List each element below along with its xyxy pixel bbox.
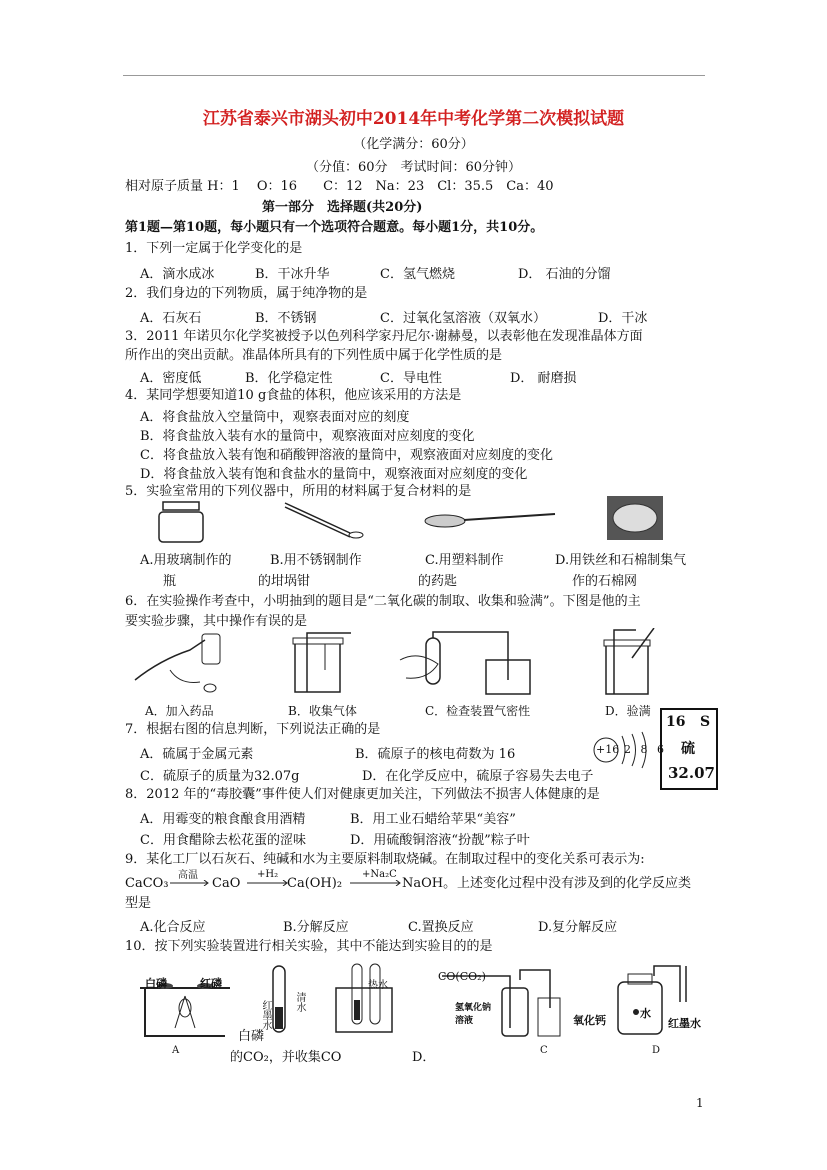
q10-text-fragment-1: 白磷 <box>238 1029 265 1044</box>
atom-nucleus-label: +16 <box>596 743 620 756</box>
q10-label-naoh: 氢氧化钠溶液 <box>455 1003 492 1026</box>
q10-stem: 10．按下列实验装置进行相关实验，其中不能达到实验目的的是 <box>125 939 493 954</box>
q6-stem-cont: 要实验步骤，其中操作有误的是 <box>125 614 308 629</box>
q5-stem: 5．实验室常用的下列仪器中，所用的材料属于复合材料的是 <box>125 484 472 499</box>
q7-option-a: A．硫属于金属元素 <box>140 747 254 762</box>
q8-option-b: B．用工业石蜡给苹果“美容” <box>350 812 516 827</box>
q7-option-b: B．硫原子的核电荷数为 16 <box>355 747 516 762</box>
q2-option-b: B．不锈钢 <box>255 311 317 326</box>
q9-stem-cont: 上述变化过程中没有涉及到的化学反应类 <box>457 876 692 891</box>
airtightness-check-figure <box>398 630 538 698</box>
glass-bottle-figure <box>155 500 215 545</box>
q8-option-c: C．用食醋除去松花蛋的涩味 <box>140 833 306 848</box>
q3-stem: 3．2011 年诺贝尔化学奖被授予以色列科学家丹尼尔·谢赫曼，以表彰他在发现准晶体方面 <box>125 329 643 344</box>
plastic-spoon-figure <box>420 508 560 533</box>
q3-option-c: C．导电性 <box>380 371 442 386</box>
q2-option-c: C．过氧化氢溶液（双氧水） <box>380 311 546 326</box>
element-box <box>660 708 718 790</box>
q10-label-red-ink: 红墨水 <box>260 1000 271 1030</box>
q4-option-a: A．将食盐放入空量筒中，观察表面对应的刻度 <box>140 410 410 425</box>
part-heading: 第一部分 选择题(共20分) <box>262 200 423 215</box>
instructions: 第1题—第10题，每小题只有一个选项符合题意。每小题1分，共10分。 <box>125 220 544 235</box>
subtitle-score: （化学满分：60分） <box>353 137 474 152</box>
q9-cond-high-temp: 高温 <box>178 870 198 881</box>
q5-option-a: A.用玻璃制作的 <box>140 553 232 568</box>
arrow-1 <box>170 880 210 886</box>
atom-shells-label: 2 8 6 <box>624 743 667 756</box>
crucible-tongs-figure <box>280 498 370 543</box>
q8-option-a: A．用霉变的粮食酿食用酒精 <box>140 812 306 827</box>
q9-stem-end: 型是 <box>125 896 152 911</box>
q2-option-d: D．干冰 <box>598 311 648 326</box>
q10-label-clear-water: 清水 <box>294 992 305 1012</box>
q9-cao: CaO <box>212 876 241 891</box>
q4-option-b: B．将食盐放入装有水的量筒中，观察液面对应刻度的变化 <box>140 429 475 444</box>
q6-caption-a: A．加入药品 <box>145 704 214 718</box>
q1-option-b: B．干冰升华 <box>255 267 330 282</box>
q5-option-b: B.用不锈钢制作 <box>270 553 362 568</box>
q9-option-b: B.分解反应 <box>283 920 349 935</box>
q3-option-d: D． 耐磨损 <box>510 371 577 386</box>
q10-label-red-p: 红磷 <box>200 977 222 990</box>
asbestos-net-figure <box>605 494 665 542</box>
q9-cond-h2o: +H₂ <box>257 869 279 880</box>
q6-stem: 6．在实验操作考查中，小明抽到的题目是“二氧化碳的制取、收集和验满”。下图是他的主 <box>125 594 641 609</box>
q7-stem: 7．根据右图的信息判断，下列说法正确的是 <box>125 722 381 737</box>
q1-option-a: A．滴水成冰 <box>140 267 215 282</box>
q10-label-red-ink-d: 红墨水 <box>668 1017 701 1030</box>
q4-option-c: C．将食盐放入装有饱和硝酸钾溶液的量筒中，观察液面对应刻度的变化 <box>140 448 553 463</box>
gas-collection-figure <box>285 630 355 698</box>
element-number: 16 <box>666 714 686 730</box>
gas-full-test-figure <box>598 628 658 698</box>
q9-naoh: NaOH。 <box>402 876 457 891</box>
q8-stem: 8．2012 年的“毒胶囊”事件使人们对健康更加关注，下列做法不损害人体健康的是 <box>125 787 600 802</box>
q1-stem: 1．下列一定属于化学变化的是 <box>125 241 303 256</box>
element-name: 硫 <box>681 741 695 757</box>
q8-option-d: D．用硫酸铜溶液“扮靓”粽子叶 <box>350 833 530 848</box>
page-number: 1 <box>696 1096 704 1110</box>
q10-label-hot-water: 热水 <box>368 980 388 991</box>
top-rule <box>123 75 705 76</box>
q3-option-a: A．密度低 <box>140 371 202 386</box>
q10-label-d: D <box>652 1045 661 1056</box>
arrow-2 <box>247 880 289 886</box>
q10-label-cao: 氧化钙 <box>573 1014 606 1027</box>
q6-caption-c: C．检查装置气密性 <box>425 704 531 718</box>
q3-option-b: B．化学稳定性 <box>245 371 333 386</box>
q5-option-d: D.用铁丝和石棉制集气 <box>555 553 687 568</box>
q2-option-a: A．石灰石 <box>140 311 202 326</box>
q9-option-c: C.置换反应 <box>408 920 474 935</box>
q5-option-b-cont: 的坩埚钳 <box>258 574 311 589</box>
adding-reagent-figure <box>130 630 230 695</box>
element-mass: 32.07 <box>668 764 715 782</box>
q6-caption-b: B．收集气体 <box>288 704 357 718</box>
q5-option-d-cont: 作的石棉网 <box>572 574 638 589</box>
q3-stem-cont: 所作出的突出贡献。准晶体所具有的下列性质中属于化学性质的是 <box>125 348 503 363</box>
q1-option-d: D． 石油的分馏 <box>518 267 611 282</box>
q6-caption-d: D．验满 <box>605 704 651 718</box>
q10-text-fragment-3: D． <box>412 1050 436 1065</box>
q4-stem: 4．某同学想要知道10 g食盐的体积，他应该采用的方法是 <box>125 388 462 403</box>
q5-option-a-cont: 瓶 <box>163 574 177 589</box>
q10-label-white-p: 白磷 <box>145 977 167 990</box>
q10-label-c: C <box>540 1045 548 1056</box>
q10-label-a: A <box>172 1045 180 1056</box>
q9-stem: 9．某化工厂以石灰石、纯碱和水为主要原料制取烧碱。在制取过程中的变化关系可表示为: <box>125 852 645 867</box>
q5-option-c: C.用塑料制作 <box>425 553 504 568</box>
arrow-3 <box>350 880 402 886</box>
element-symbol: S <box>700 714 711 730</box>
q10-text-fragment-2: 的CO₂，并收集CO <box>230 1050 342 1065</box>
q10-label-water: 水 <box>640 1007 651 1020</box>
q2-stem: 2．我们身边的下列物质，属于纯净物的是 <box>125 286 368 301</box>
q5-option-c-cont: 的药匙 <box>418 574 458 589</box>
q9-option-d: D.复分解反应 <box>538 920 618 935</box>
q4-option-d: D．将食盐放入装有饱和食盐水的量筒中，观察液面对应刻度的变化 <box>140 467 528 482</box>
q10-apparatus-hot-water <box>318 960 398 1040</box>
page-title: 江苏省泰兴市湖头初中2014年中考化学第二次模拟试题 <box>202 109 625 129</box>
q9-option-a: A.化合反应 <box>140 920 206 935</box>
q9-caoh2: Ca(OH)₂ <box>287 876 343 891</box>
q7-option-c: C．硫原子的质量为32.07g <box>140 769 300 784</box>
atomic-mass-line: 相对原子质量 H：1 O：16 C：12 Na：23 Cl：35.5 Ca：40 <box>125 179 554 194</box>
q9-cond-na2co3: +Na₂C <box>362 869 397 880</box>
q7-option-d: D．在化学反应中，硫原子容易失去电子 <box>362 769 594 784</box>
q1-option-c: C．氢气燃烧 <box>380 267 455 282</box>
q9-caco3: CaCO₃ <box>125 876 169 891</box>
q10-label-co-co2: CO(CO₂) <box>438 970 486 983</box>
subtitle-time: （分值：60分 考试时间：60分钟） <box>305 160 522 175</box>
